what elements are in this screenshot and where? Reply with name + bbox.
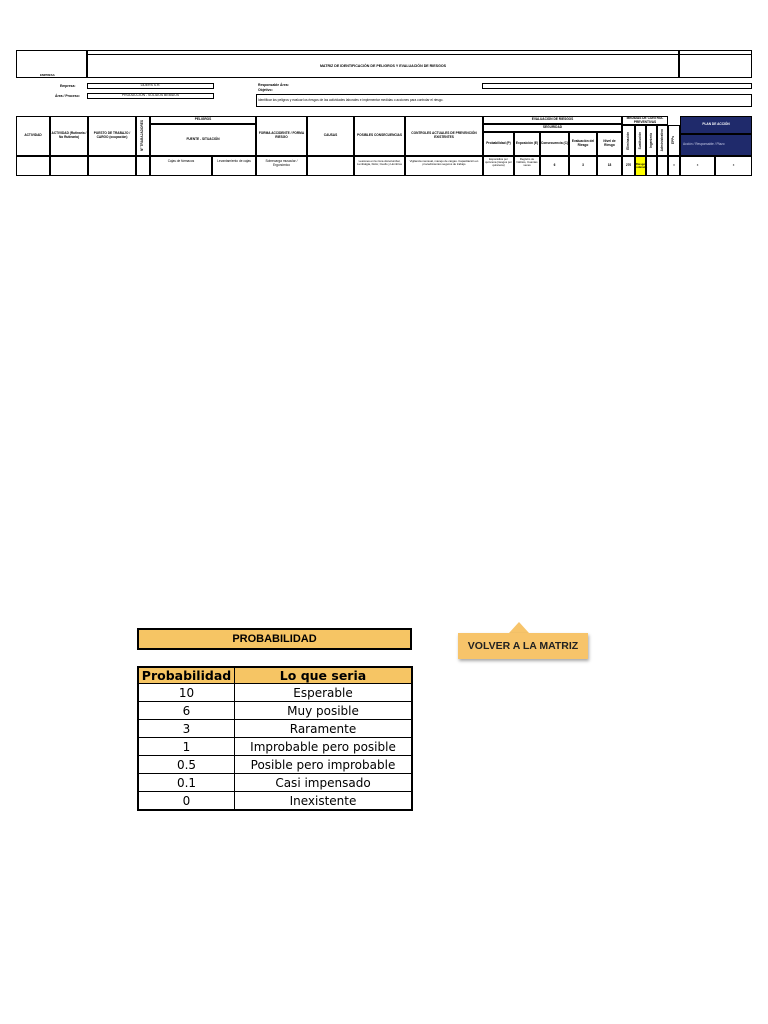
probabilidad-desc: Casi impensado	[235, 774, 413, 792]
probabilidad-desc: Inexistente	[235, 792, 413, 811]
empresa-label: Empresa:	[60, 84, 76, 88]
table-row	[138, 792, 412, 811]
probabilidad-desc: Improbable pero posible	[235, 738, 413, 756]
col-actividad-rutinaria: ACTIVIDAD (Rutinaria / No Rutinaria)	[50, 116, 88, 156]
col-epps: EPPs	[668, 125, 680, 156]
table-row	[138, 684, 412, 702]
col-ingenieria: Ingeniería	[646, 125, 657, 156]
probabilidad-col-header: Probabilidad	[138, 667, 235, 684]
row-nivel: 18	[597, 156, 622, 176]
row-medida: Riesgo Moderado	[635, 156, 646, 176]
col-exposicion: Exposición (E)	[514, 132, 540, 156]
probabilidad-value: 6	[138, 702, 235, 720]
row-controles: Vigilancia mensual, manejo de cargas. Capacitación en procedimientos seguros de trabajo	[405, 156, 483, 176]
table-row	[138, 738, 412, 756]
area-value: PRODUCCIÓN - SÓLIDOS BEBIDOS	[121, 93, 180, 97]
corner-label: EMPRESA	[40, 73, 55, 77]
row-situacion: Levantamiento de cajas	[212, 156, 256, 176]
matrix-title: MATRIZ DE IDENTIFICACIÓN DE PELIGROS Y EVALUACIÓN DE RIESGOS	[319, 64, 447, 68]
row-actividad-rutinaria	[50, 156, 88, 176]
probabilidad-desc: Muy posible	[235, 702, 413, 720]
objetivo-value: Identificar los peligros y evaluar los riesgos de las actividades laborales e implementar medidas o acciones para controlar el riesgo.	[258, 98, 444, 102]
col-seguridad: SEGURIDAD	[483, 124, 622, 132]
probabilidad-value: 10	[138, 684, 235, 702]
probabilidad-value: 3	[138, 720, 235, 738]
empresa-value: LIDERS S.R.	[140, 83, 161, 87]
probabilidad-desc: Posible pero improbable	[235, 756, 413, 774]
probabilidad-desc: Esperable	[235, 684, 413, 702]
probabilidad-value: 0	[138, 792, 235, 811]
row-fuente: Cajas de fármacos	[150, 156, 212, 176]
row-epps: x	[668, 156, 680, 176]
col-evaluacion-riesgo: Evaluación del Riesgo	[569, 132, 597, 156]
lo-que-seria-col-header: Lo que seria	[235, 667, 413, 684]
responsable-field[interactable]	[482, 83, 752, 89]
col-puesto: PUESTO DE TRABAJO / CARGO (ocupación)	[88, 116, 136, 156]
col-evaluacion: EVALUACIÓN DE RIESGOS	[483, 116, 622, 124]
row-puesto	[88, 156, 136, 176]
probabilidad-title: PROBABILIDAD	[137, 628, 412, 650]
row-plan-1: x	[680, 156, 715, 176]
col-n-trabajadores: N° TRABAJADORES	[136, 116, 150, 156]
col-medidas: MEDIDAS DE CONTROL PREVENTIVAS	[622, 116, 668, 125]
volver-a-la-matriz-button[interactable]: VOLVER A LA MATRIZ	[458, 633, 588, 659]
row-exposicion: Registro de hábitos, Cuantas veces	[514, 156, 540, 176]
probabilidad-table	[137, 666, 413, 811]
col-peligros: PELIGROS	[150, 116, 256, 124]
row-ingenieria	[646, 156, 657, 176]
col-consecuencias: POSIBLES CONSECUENCIAS	[354, 116, 405, 156]
col-fuente: FUENTE - SITUACIÓN	[150, 124, 256, 156]
col-plan-accion: PLAN DE ACCIÓN	[680, 116, 752, 134]
row-nivel-num: 270	[622, 156, 635, 176]
row-plan-2: x	[715, 156, 752, 176]
col-sustitucion: Sustitución	[635, 125, 646, 156]
row-probabilidad: Esporádica por quincena (riesgos por quincena)	[483, 156, 514, 176]
row-causas	[307, 156, 354, 176]
table-row	[138, 756, 412, 774]
arrow-up-icon[interactable]	[509, 622, 529, 633]
col-actividad: ACTIVIDAD	[16, 116, 50, 156]
table-row	[138, 774, 412, 792]
responsable-label: Responsable Área:	[258, 83, 289, 87]
area-label: Área / Proceso:	[55, 94, 80, 98]
table-row	[138, 720, 412, 738]
col-plan-sub: Acción / Responsable / Plazo	[680, 134, 752, 156]
row-consecuencia: 6	[540, 156, 569, 176]
col-probabilidad: Probabilidad (P)	[483, 132, 514, 156]
col-administrativo: Administrativo	[657, 125, 668, 156]
probabilidad-desc: Raramente	[235, 720, 413, 738]
objetivo-label: Objetivo:	[258, 88, 273, 92]
row-n-trabajadores	[136, 156, 150, 176]
col-causas: CAUSAS	[307, 116, 354, 156]
col-forma: FORMA ACCIDENTE / FORMA RIESGO	[256, 116, 307, 156]
col-nivel-riesgo: Nivel de Riesgo	[597, 132, 622, 156]
table-row	[138, 702, 412, 720]
col-eliminacion: Eliminación	[622, 125, 635, 156]
row-actividad	[16, 156, 50, 176]
probabilidad-value: 1	[138, 738, 235, 756]
row-forma: Sobrecarga muscular / Ergonómico	[256, 156, 307, 176]
probabilidad-value: 0.1	[138, 774, 235, 792]
col-consecuencia: Consecuencia (C)	[540, 132, 569, 156]
row-evaluacion: 3	[569, 156, 597, 176]
row-consecuencias: Lesiones en la zona dorsolumbar, Lumbalgia, Dolor, Cuello y Hombros	[354, 156, 405, 176]
probabilidad-value: 0.5	[138, 756, 235, 774]
row-administrativo	[657, 156, 668, 176]
col-controles: CONTROLES ACTUALES DE PREVENCIÓN EXISTENTES	[405, 116, 483, 156]
